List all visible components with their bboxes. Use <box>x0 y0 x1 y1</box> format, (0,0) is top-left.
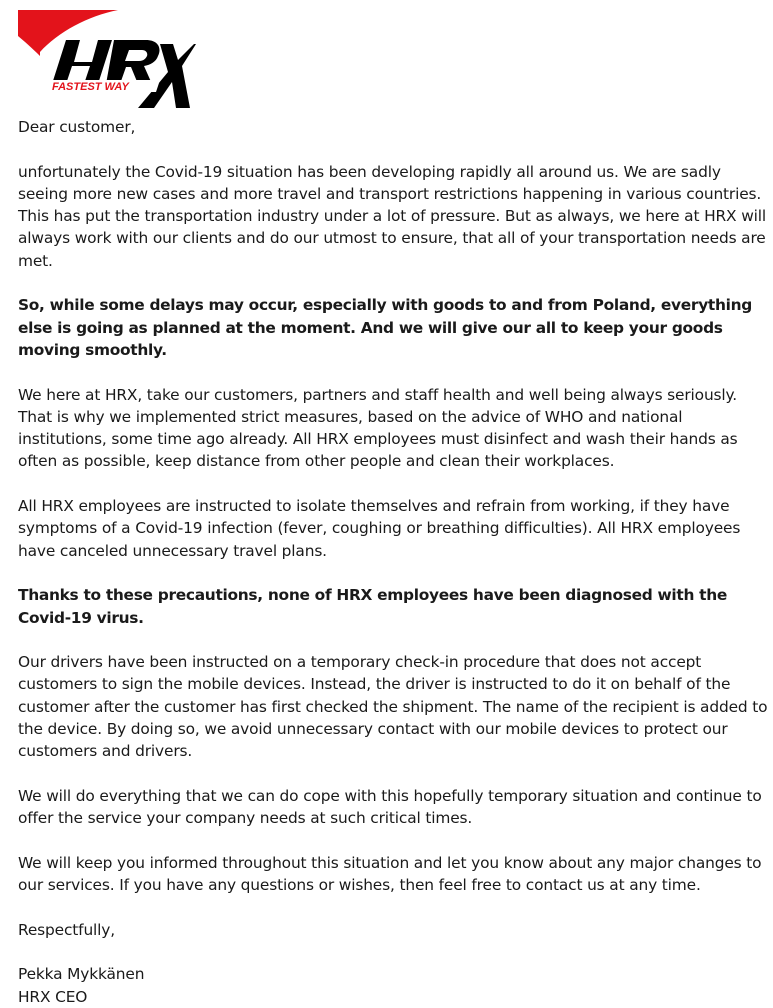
closing: Respectfully, <box>18 920 115 939</box>
hrx-logo <box>18 10 196 110</box>
logo-letters <box>52 40 196 108</box>
signature-name: Pekka Mykkänen <box>18 965 145 984</box>
paragraph-4: All HRX employees are instructed to isolate themselves and refrain from working, if they have symptoms of a Covid-19 infection (fever, coughing or breathing difficulties). All HRX employees have canceled unnecessary travel plans. <box>18 497 741 560</box>
signature-title: HRX CEO <box>18 987 88 1006</box>
salutation: Dear customer, <box>18 118 136 136</box>
logo-tagline: FASTEST WAY <box>52 81 129 93</box>
paragraph-5-bold: Thanks to these precautions, none of HRX employees have been diagnosed with the Covid-19 virus. <box>18 586 728 627</box>
letter-body <box>18 116 768 1008</box>
paragraph-3: We here at HRX, take our customers, partners and staff health and well being always seriously. That is why we implemented strict measures, based on the advice of WHO and national institutions, some time ago already. All HRX employees must disinfect and wash their hands as often as possible, keep distance from other people and clean their workplaces. <box>18 385 738 471</box>
paragraph-6: Our drivers have been instructed on a temporary check-in procedure that does not accept customers to sign the mobile devices. Instead, the driver is instructed to do it on behalf of the customer after the customer has first checked the shipment. The name of the recipient is added to the device. By doing so, we avoid unnecessary contact with our mobile devices to protect our customers and drivers. <box>18 653 768 761</box>
paragraph-8: We will keep you informed throughout this situation and let you know about any major changes to our services. If you have any questions or wishes, then feel free to contact us at any time. <box>18 853 762 895</box>
paragraph-2-bold: So, while some delays may occur, especially with goods to and from Poland, everything else is going as planned at the moment. And we will give our all to keep your goods moving smoothly. <box>18 296 752 359</box>
paragraph-1: unfortunately the Covid-19 situation has been developing rapidly all around us. We are sadly seeing more new cases and more travel and transport restrictions happening in various countries. This has put the transportation industry under a lot of pressure. But as always, we here at HRX will always work with our clients and do our utmost to ensure, that all of your transportation needs are met. <box>18 162 767 270</box>
paragraph-7: We will do everything that we can do cope with this hopefully temporary situation and continue to offer the service your company needs at such critical times. <box>18 786 762 828</box>
hrx-logo-graphic <box>18 10 196 110</box>
